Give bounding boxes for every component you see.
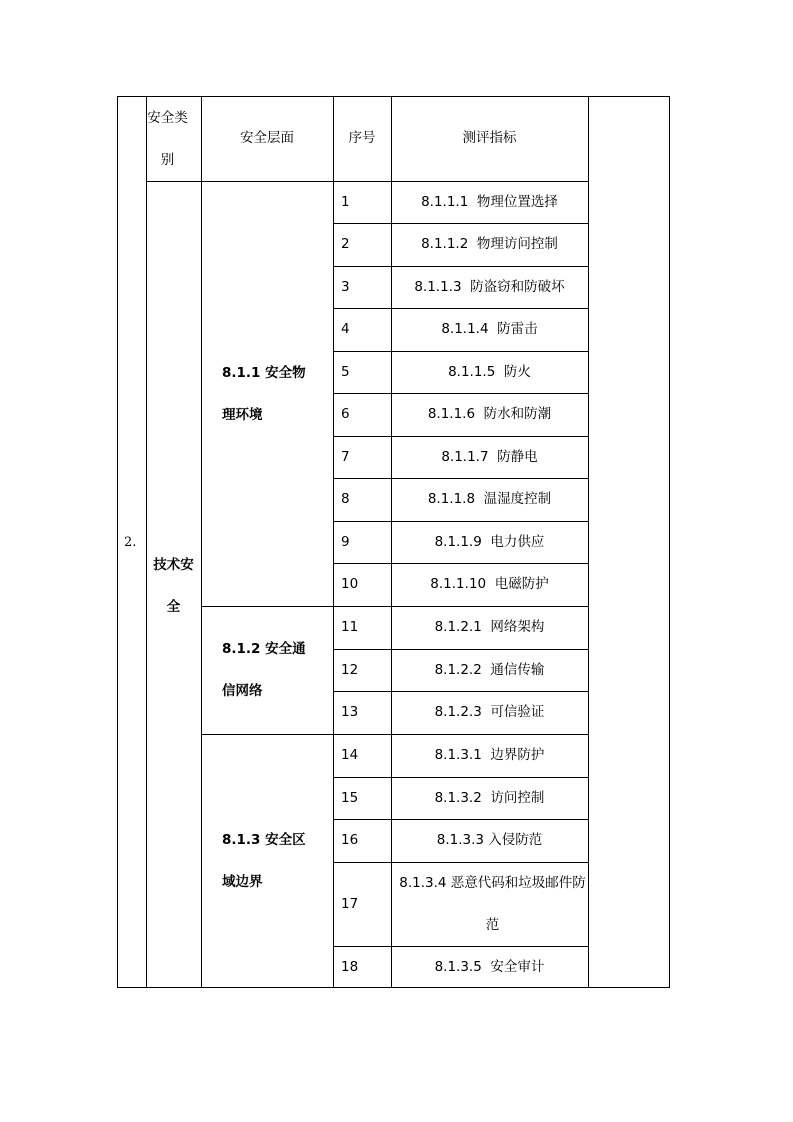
- indicator-label: 8.1.1.2 物理访问控制: [421, 236, 558, 252]
- indicator-label: 8.1.1.5 防火: [448, 363, 531, 380]
- seq-cell: [333, 521, 391, 563]
- indicator-label: 8.1.3.2 访问控制: [434, 789, 545, 806]
- indicator-cell: [391, 436, 588, 478]
- indicator-cell: [391, 606, 588, 649]
- indicator-label: 8.1.3.4 恶意代码和垃圾邮件防范: [399, 875, 586, 933]
- table-divider: [146, 96, 147, 988]
- seq-label: 1: [341, 193, 350, 210]
- seq-label: 16: [341, 832, 359, 848]
- header-category-label: 安全类别: [147, 109, 188, 168]
- seq-label: 14: [341, 747, 359, 763]
- seq-cell: [333, 266, 391, 308]
- indicator-cell: [391, 946, 588, 988]
- header-indicator: [391, 96, 588, 181]
- indicator-label: 8.1.3.3 入侵防范: [436, 832, 543, 848]
- indicator-cell: [391, 223, 588, 266]
- indicator-cell: [391, 819, 588, 862]
- indicator-label: 8.1.1.3 防盗窃和防破坏: [414, 278, 565, 295]
- indicator-cell: [391, 691, 588, 734]
- seq-label: 6: [341, 406, 350, 422]
- header-seq: [333, 96, 391, 181]
- row-number-label: 2.: [124, 534, 137, 550]
- seq-label: 5: [341, 363, 350, 380]
- seq-cell: [333, 649, 391, 691]
- header-category: [146, 96, 201, 181]
- row-number: [117, 521, 146, 563]
- indicator-label: 8.1.3.5 安全审计: [434, 958, 545, 975]
- indicator-cell: [391, 308, 588, 351]
- indicator-label: 8.1.1.8 温湿度控制: [427, 491, 552, 507]
- seq-label: 2: [341, 236, 350, 252]
- indicator-label: 8.1.1.9 电力供应: [434, 533, 545, 550]
- indicator-label: 8.1.1.10 电磁防护: [430, 576, 549, 592]
- seq-cell: [333, 777, 391, 819]
- seq-label: 12: [341, 661, 359, 678]
- indicator-cell: [391, 478, 588, 521]
- header-indicator-label: 测评指标: [462, 130, 517, 146]
- seq-label: 18: [341, 958, 359, 975]
- group-label: 8.1.2 安全通信网络: [222, 641, 306, 699]
- indicator-cell: [391, 266, 588, 308]
- seq-cell: [333, 308, 391, 351]
- seq-cell: [333, 819, 391, 862]
- indicator-cell: [391, 181, 588, 223]
- group-area-boundary: [201, 734, 333, 988]
- seq-cell: [333, 946, 391, 988]
- seq-label: 15: [341, 789, 359, 806]
- seq-cell: [333, 734, 391, 777]
- indicator-label: 8.1.1.1 物理位置选择: [421, 193, 558, 210]
- seq-cell: [333, 393, 391, 436]
- indicator-cell: [391, 563, 588, 606]
- seq-label: 7: [341, 448, 350, 465]
- group-label: 8.1.1 安全物理环境: [222, 364, 306, 423]
- seq-cell: [333, 181, 391, 223]
- header-level: [201, 96, 333, 181]
- seq-label: 9: [341, 533, 350, 550]
- seq-label: 17: [341, 895, 359, 912]
- indicator-label: 8.1.1.7 防静电: [441, 448, 538, 465]
- indicator-cell: [391, 521, 588, 563]
- indicator-cell: [391, 649, 588, 691]
- seq-cell: [333, 862, 391, 946]
- seq-cell: [333, 436, 391, 478]
- indicator-cell: [391, 734, 588, 777]
- category-cell: [146, 543, 201, 628]
- indicator-cell: [391, 777, 588, 819]
- indicator-cell: [391, 862, 588, 946]
- indicator-label: 8.1.1.4 防雷击: [441, 321, 538, 337]
- seq-label: 3: [341, 278, 350, 295]
- seq-cell: [333, 351, 391, 393]
- indicator-label: 8.1.3.1 边界防护: [434, 747, 545, 763]
- seq-label: 4: [341, 321, 350, 337]
- seq-label: 8: [341, 491, 350, 507]
- indicator-cell: [391, 351, 588, 393]
- seq-cell: [333, 563, 391, 606]
- seq-label: 10: [341, 576, 359, 592]
- group-communication-network: [201, 606, 333, 734]
- group-physical-environment: [201, 181, 333, 606]
- indicator-cell: [391, 393, 588, 436]
- indicator-label: 8.1.2.3 可信验证: [434, 704, 545, 720]
- header-level-label: 安全层面: [240, 130, 294, 146]
- group-label: 8.1.3 安全区域边界: [222, 832, 306, 890]
- seq-label: 11: [341, 619, 359, 635]
- indicator-label: 8.1.2.2 通信传输: [434, 661, 545, 678]
- category-label: 技术安全: [153, 556, 194, 615]
- header-seq-label: 序号: [348, 130, 376, 146]
- seq-label: 13: [341, 704, 359, 720]
- seq-cell: [333, 478, 391, 521]
- seq-cell: [333, 606, 391, 649]
- indicator-label: 8.1.1.6 防水和防潮: [427, 406, 552, 422]
- indicator-label: 8.1.2.1 网络架构: [434, 619, 545, 635]
- table-divider: [588, 96, 589, 988]
- seq-cell: [333, 223, 391, 266]
- seq-cell: [333, 691, 391, 734]
